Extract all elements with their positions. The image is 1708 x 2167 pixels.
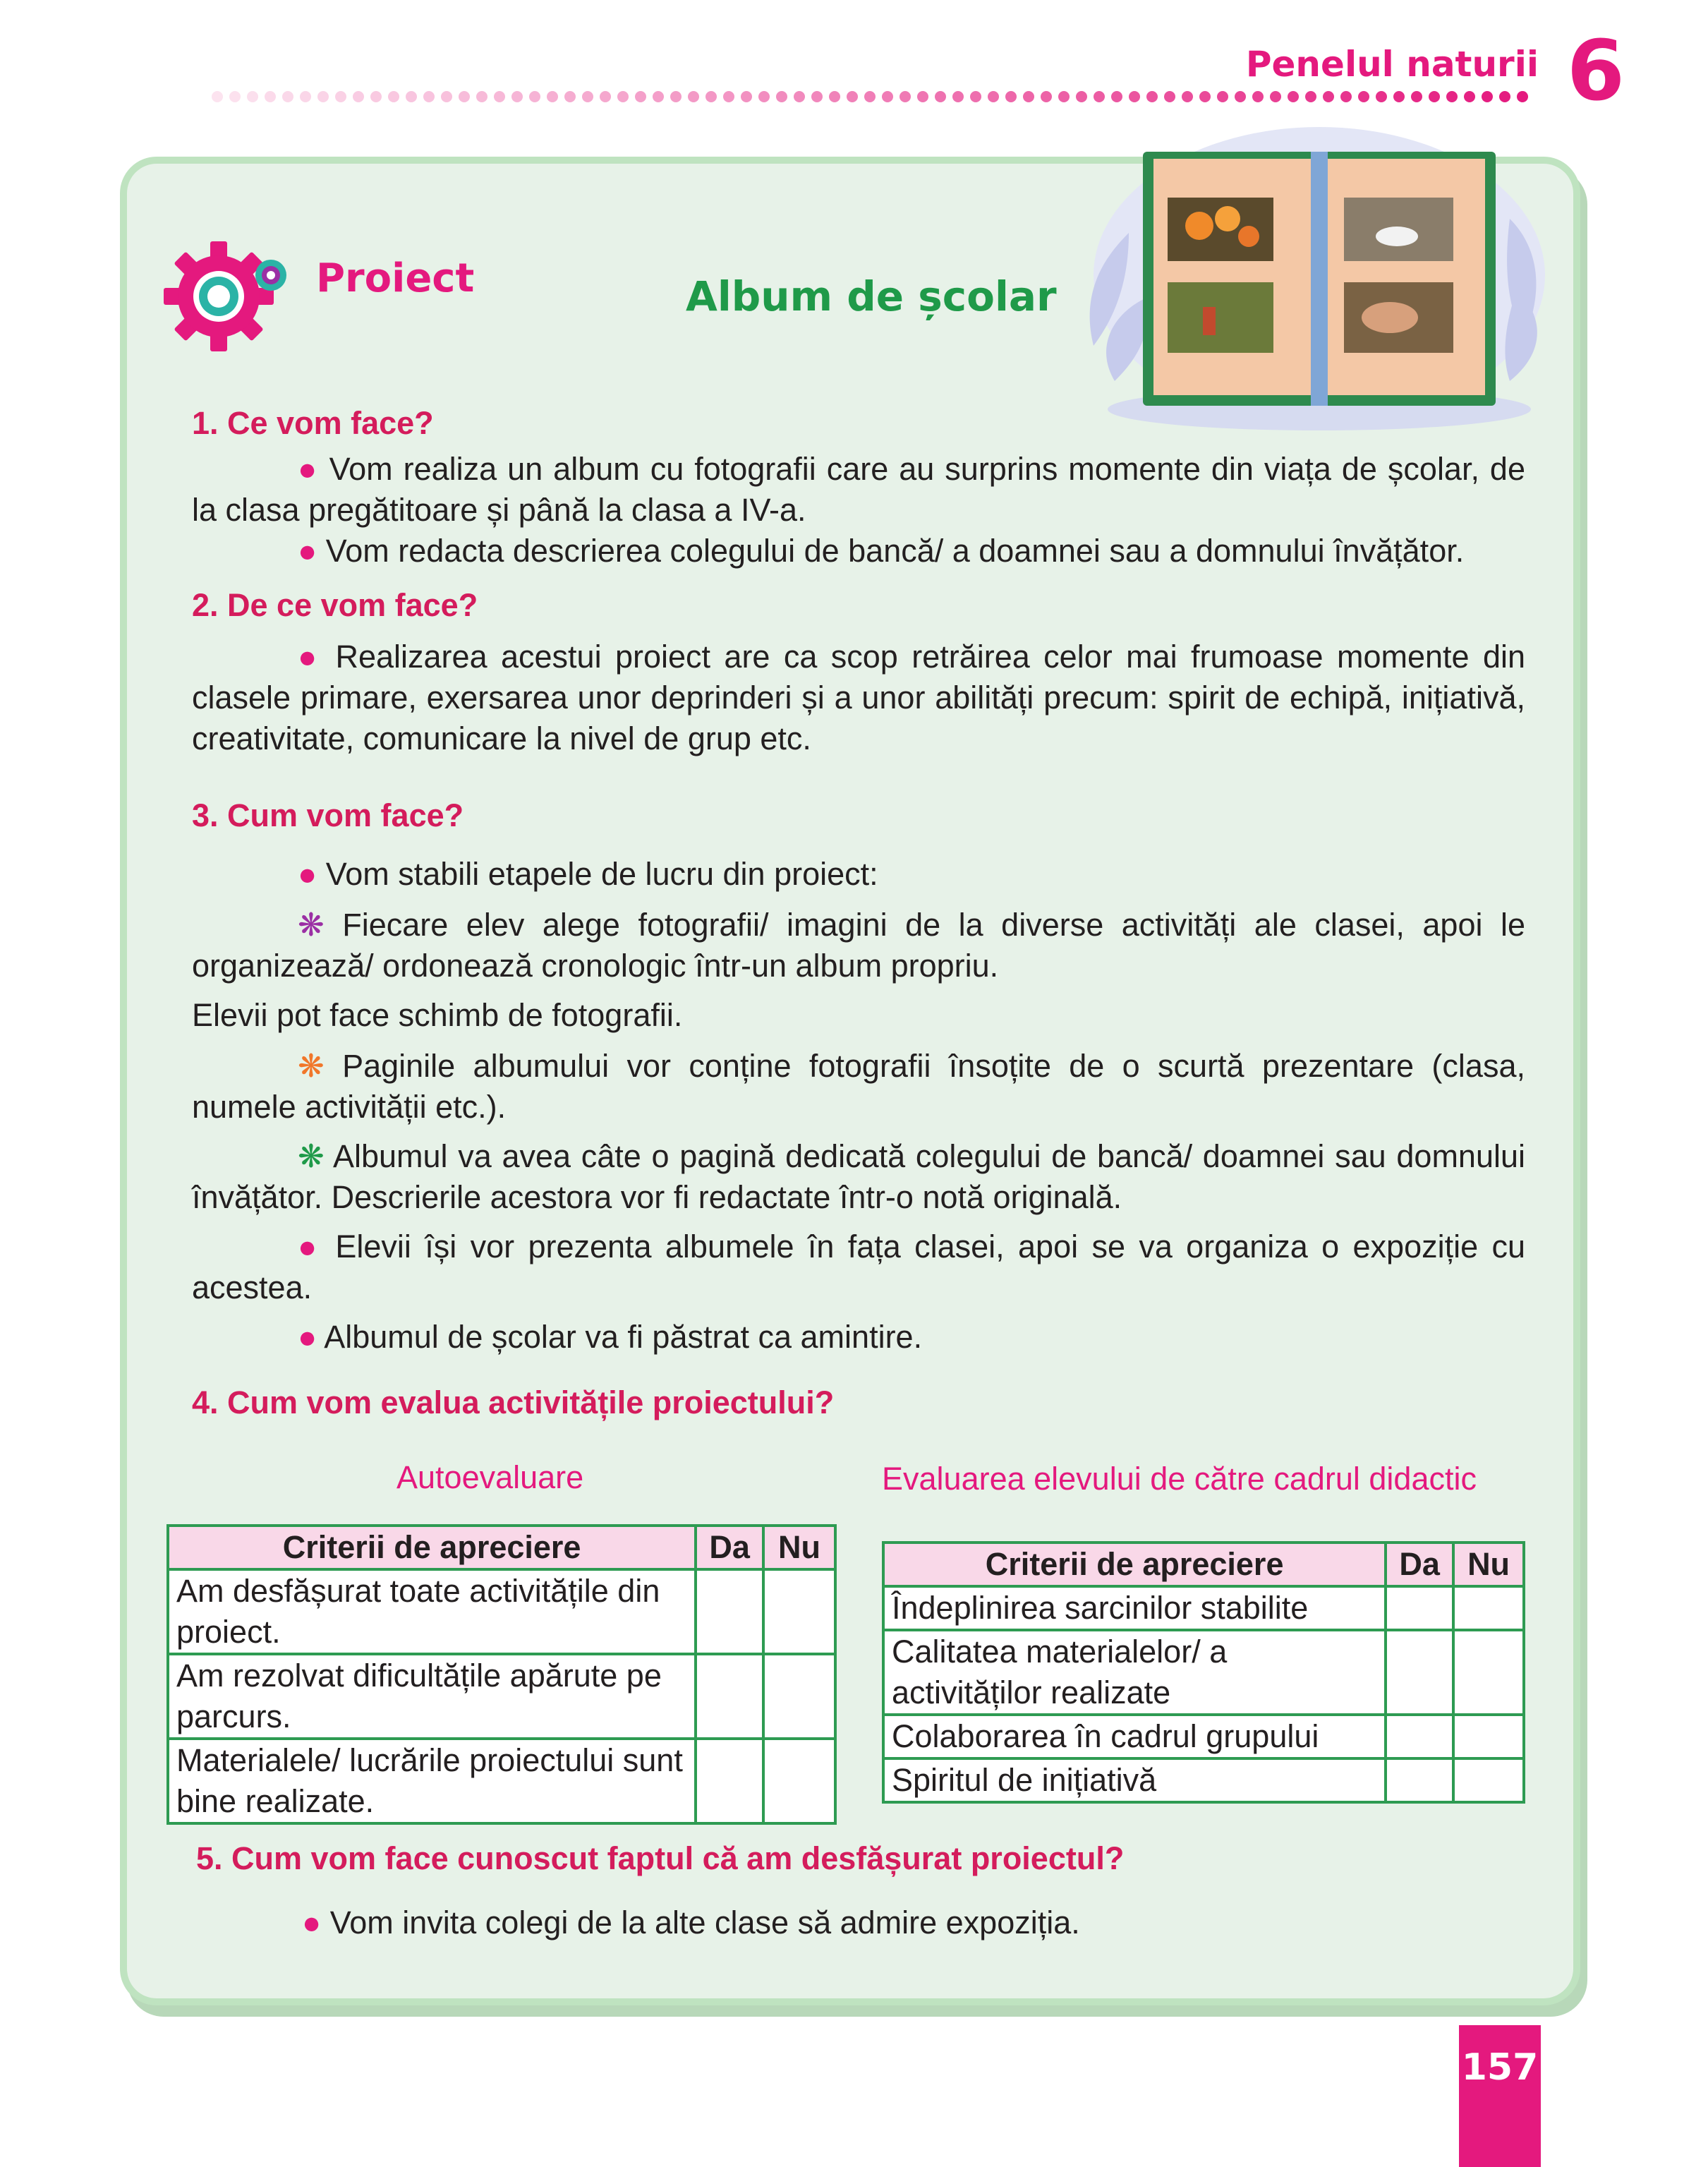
yes-checkbox-cell[interactable] [696,1654,763,1739]
decorative-dot [547,91,558,102]
decorative-dot [688,91,699,102]
paragraph: ● Albumul de școlar va fi păstrat ca amintire. [298,1319,923,1355]
page-number-box [1459,2025,1541,2167]
bullet-dot-icon: ● [298,1319,317,1355]
decorative-dot [494,91,505,102]
paragraph: ● Realizarea acestui proiect are ca scop retrăirea celor mai frumoase momente din clasele primare, exersarea unor deprinderi și a unor abilități precum: spirit de echipă, inițiativă, creativitate, comunicare la nivel de grup etc. [192,639,1525,756]
decorative-dot [1446,91,1458,102]
decorative-dot [829,91,840,102]
decorative-dot [406,91,417,102]
decorative-dot [317,91,329,102]
photo-child-field [1168,282,1273,353]
criterion-cell: Am rezolvat dificultățile apărute pe parcurs. [168,1654,696,1739]
decorative-dot [635,91,646,102]
decorative-dot [265,91,276,102]
table-header-row [883,1543,1524,1586]
decorative-dot [1517,91,1528,102]
asterisk-icon: ❋ [298,1048,325,1084]
column-header-yes: Da [696,1526,763,1569]
yes-checkbox-cell[interactable] [1386,1715,1453,1758]
column-header-no: Nu [763,1526,835,1569]
paragraph: ❋ Fiecare elev alege fotografii/ imagini de la diverse activități ale clasei, apoi le organizează/ ordonează cronologic într-un album propriu. [192,907,1525,984]
decorative-dot [1023,91,1034,102]
decorative-dot [1005,91,1017,102]
decorative-dot [811,91,823,102]
decorative-dot [1129,91,1140,102]
self-eval-caption: Autoevaluare [396,1459,584,1495]
paragraph: ● Vom stabili etapele de lucru din proiect: [298,856,878,892]
decorative-dot [459,91,470,102]
decorative-dot [1252,91,1264,102]
chapter-number: 6 [1566,22,1625,119]
decorative-dot [864,91,876,102]
decorative-dot [1464,91,1475,102]
criterion-cell: Îndeplinirea sarcinilor stabilite [883,1586,1386,1630]
bullet-dot-icon: ● [298,533,317,569]
yes-checkbox-cell[interactable] [1386,1630,1453,1715]
chapter-title: Penelul naturii [1245,44,1539,85]
decorative-dot [758,91,770,102]
bullet-dot-icon: ● [298,1229,322,1264]
self-eval-table [166,1524,837,1825]
decorative-dot [1411,91,1422,102]
column-header-criteria: Criterii de apreciere [168,1526,696,1569]
decorative-dot [1288,91,1299,102]
table-row [883,1586,1524,1630]
decorative-dot [1358,91,1369,102]
decorative-dot [600,91,611,102]
page-title: Album de școlar [686,272,1057,320]
decorative-dot [988,91,999,102]
paragraph: ❋ Albumul va avea câte o pagină dedicată colegului de bancă/ doamnei sau domnului învățător. Descrierile acestora vor fi redactate într-o notă originală. [192,1138,1525,1215]
decorative-dot [776,91,787,102]
decorative-dot [741,91,752,102]
table-row [883,1758,1524,1802]
page-number: 157 [1461,2046,1539,2089]
yes-checkbox-cell[interactable] [696,1739,763,1823]
decorative-dot [529,91,540,102]
decorative-dot [794,91,805,102]
decorative-dot [282,91,293,102]
decorative-dot [582,91,593,102]
decorative-dot [1235,91,1246,102]
decorative-dot [1058,91,1070,102]
decorative-dot [847,91,858,102]
decorative-dot [882,91,893,102]
decorative-dot [1393,91,1405,102]
table-row [883,1630,1524,1715]
decorative-dot [511,91,523,102]
no-checkbox-cell[interactable] [1453,1758,1524,1802]
decorative-dot [1499,91,1510,102]
decorative-dot [229,91,241,102]
criterion-cell: Spiritul de inițiativă [883,1758,1386,1802]
no-checkbox-cell[interactable] [763,1569,835,1654]
decorative-dot [423,91,435,102]
yes-checkbox-cell[interactable] [1386,1586,1453,1630]
paragraph: ❋ Paginile albumului vor conține fotografii însoțite de o scurtă prezentare (clasa, numele activității etc.). [192,1048,1525,1125]
decorative-dot [1164,91,1175,102]
decorative-dot [952,91,964,102]
decorative-dot [723,91,734,102]
bullet-dot-icon: ● [298,639,322,675]
decorative-dot [353,91,364,102]
decorative-dot [653,91,664,102]
no-checkbox-cell[interactable] [763,1654,835,1739]
asterisk-icon: ❋ [298,1138,325,1174]
decorative-dot [1323,91,1334,102]
paragraph: ● Vom redacta descrierea colegului de bancă/ a doamnei sau a domnului învățător. [298,533,1465,569]
table-row [168,1654,835,1739]
decorative-dot [247,91,258,102]
decorative-dot [1376,91,1387,102]
decorative-dot [1076,91,1087,102]
decorative-dot [1146,91,1158,102]
decorative-dot [1111,91,1122,102]
decorative-dot [1340,91,1352,102]
photo-album-illustration [1051,113,1587,437]
decorative-dot [1182,91,1193,102]
paragraph: Elevii pot face schimb de fotografii. [192,997,683,1033]
decorative-dot [212,91,223,102]
decorative-dot [370,91,382,102]
decorative-dot [705,91,717,102]
no-checkbox-cell[interactable] [1453,1586,1524,1630]
decorative-dot [1270,91,1281,102]
bullet-dot-icon: ● [298,451,319,487]
decorative-dot [1305,91,1316,102]
table-header-row [168,1526,835,1569]
decorative-dot [917,91,928,102]
bullet-dot-icon: ● [302,1905,322,1940]
paragraph: ● Vom realiza un album cu fotografii care au surprins momente din viața de școlar, de la clasa pregătitoare și până la clasa a IV-a. [192,451,1525,528]
decorative-dot [970,91,981,102]
teacher-eval-caption: Evaluarea elevului de către cadrul didactic [882,1461,1477,1497]
section-heading-1: 1. Ce vom face? [192,405,434,441]
decorative-dot [1217,91,1228,102]
criterion-cell: Calitatea materialelor/ a activităților realizate [883,1630,1386,1715]
yes-checkbox-cell[interactable] [696,1569,763,1654]
decorative-dot [1199,91,1211,102]
decorative-dot [670,91,682,102]
decorative-dot [476,91,487,102]
decorative-dot [617,91,629,102]
decorative-dot [300,91,311,102]
decorative-dot [900,91,911,102]
table-row [168,1739,835,1823]
decorative-dot-row [212,87,1538,106]
bullet-dot-icon: ● [298,856,317,892]
no-checkbox-cell[interactable] [1453,1715,1524,1758]
photo-flowers [1168,198,1273,261]
decorative-dot [1429,91,1440,102]
no-checkbox-cell[interactable] [1453,1630,1524,1715]
no-checkbox-cell[interactable] [763,1739,835,1823]
asterisk-icon: ❋ [298,907,325,943]
decorative-dot [335,91,346,102]
column-header-no: Nu [1453,1543,1524,1586]
gear-icon [164,233,291,360]
paragraph: ● Vom invita colegi de la alte clase să admire expoziția. [302,1905,1080,1940]
decorative-dot [1482,91,1493,102]
teacher-eval-table [882,1541,1525,1804]
project-label: Proiect [316,255,475,301]
column-header-criteria: Criterii de apreciere [883,1543,1386,1586]
decorative-dot [935,91,946,102]
section-heading-4: 4. Cum vom evalua activitățile proiectului? [192,1384,835,1420]
decorative-dot [441,91,452,102]
criterion-cell: Colaborarea în cadrul grupului [883,1715,1386,1758]
column-header-yes: Da [1386,1543,1453,1586]
decorative-dot [564,91,576,102]
criterion-cell: Materialele/ lucrările proiectului sunt bine realizate. [168,1739,696,1823]
section-heading-2: 2. De ce vom face? [192,587,478,623]
yes-checkbox-cell[interactable] [1386,1758,1453,1802]
section-heading-3: 3. Cum vom face? [192,797,464,833]
criterion-cell: Am desfășurat toate activitățile din proiect. [168,1569,696,1654]
decorative-dot [1041,91,1052,102]
decorative-dot [388,91,399,102]
decorative-dot [1094,91,1105,102]
paragraph: ● Elevii își vor prezenta albumele în fața clasei, apoi se va organiza o expoziție cu acestea. [192,1229,1525,1305]
table-row [883,1715,1524,1758]
table-row [168,1569,835,1654]
section-heading-5: 5. Cum vom face cunoscut faptul că am desfășurat proiectul? [196,1840,1125,1876]
